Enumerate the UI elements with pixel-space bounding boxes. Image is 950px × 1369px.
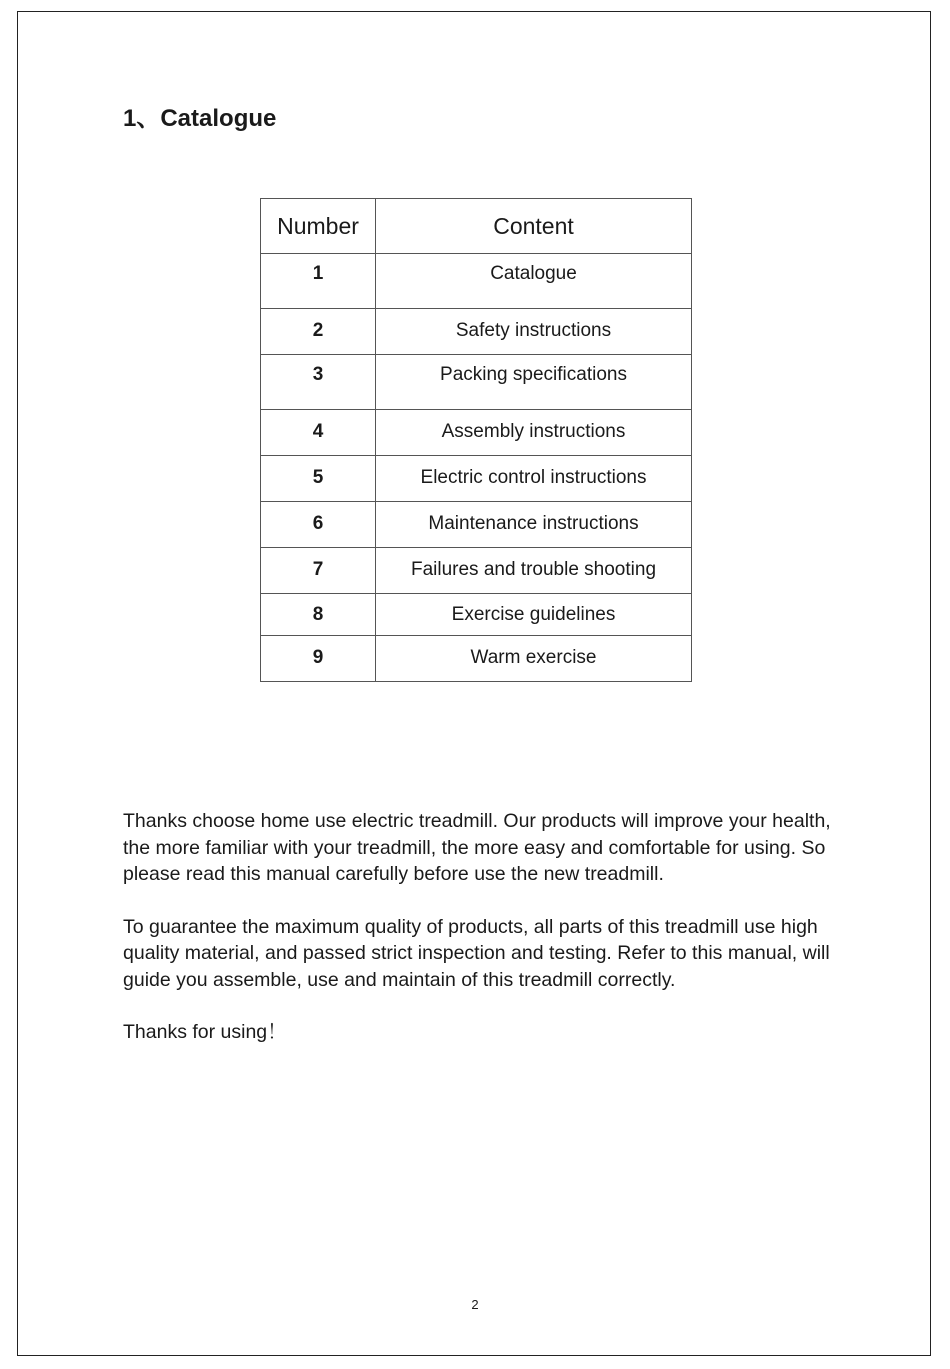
row-content: Electric control instructions xyxy=(376,456,692,502)
row-content: Exercise guidelines xyxy=(376,594,692,636)
row-number: 8 xyxy=(261,594,376,636)
row-content: Safety instructions xyxy=(376,309,692,355)
row-content: Maintenance instructions xyxy=(376,502,692,548)
row-number: 4 xyxy=(261,410,376,456)
row-content: Warm exercise xyxy=(376,636,692,682)
table-row xyxy=(261,355,692,410)
intro-paragraph-1: Thanks choose home use electric treadmill. Our products will improve your health, the more familiar with your treadmill, the more easy and comfortable for using. So please read this manual carefully before use the new treadmill. xyxy=(123,810,831,885)
table-row xyxy=(261,410,692,456)
row-number: 9 xyxy=(261,636,376,682)
catalogue-table xyxy=(260,198,692,682)
row-content: Packing specifications xyxy=(376,355,692,410)
row-number: 3 xyxy=(261,355,376,410)
row-content: Failures and trouble shooting xyxy=(376,548,692,594)
row-number: 1 xyxy=(261,254,376,309)
row-number: 2 xyxy=(261,309,376,355)
table-row xyxy=(261,309,692,355)
table-header-row xyxy=(261,199,692,254)
row-number: 7 xyxy=(261,548,376,594)
row-content: Assembly instructions xyxy=(376,410,692,456)
table-row xyxy=(261,594,692,636)
table-row xyxy=(261,254,692,309)
table-row xyxy=(261,548,692,594)
section-title: 1、Catalogue xyxy=(123,105,277,132)
page-number: 2 xyxy=(471,1297,479,1312)
table-row xyxy=(261,456,692,502)
table-row xyxy=(261,502,692,548)
intro-text xyxy=(123,808,843,1072)
row-content: Catalogue xyxy=(376,254,692,309)
row-number: 6 xyxy=(261,502,376,548)
intro-paragraph-3: Thanks for using！ xyxy=(123,1021,287,1043)
table-row xyxy=(261,636,692,682)
header-number: Number xyxy=(261,199,376,254)
header-content: Content xyxy=(376,199,692,254)
intro-paragraph-2: To guarantee the maximum quality of products, all parts of this treadmill use high quality material, and passed strict inspection and testing. Refer to this manual, will guide you assemble, use and maintain of this treadmill correctly. xyxy=(123,915,830,991)
row-number: 5 xyxy=(261,456,376,502)
